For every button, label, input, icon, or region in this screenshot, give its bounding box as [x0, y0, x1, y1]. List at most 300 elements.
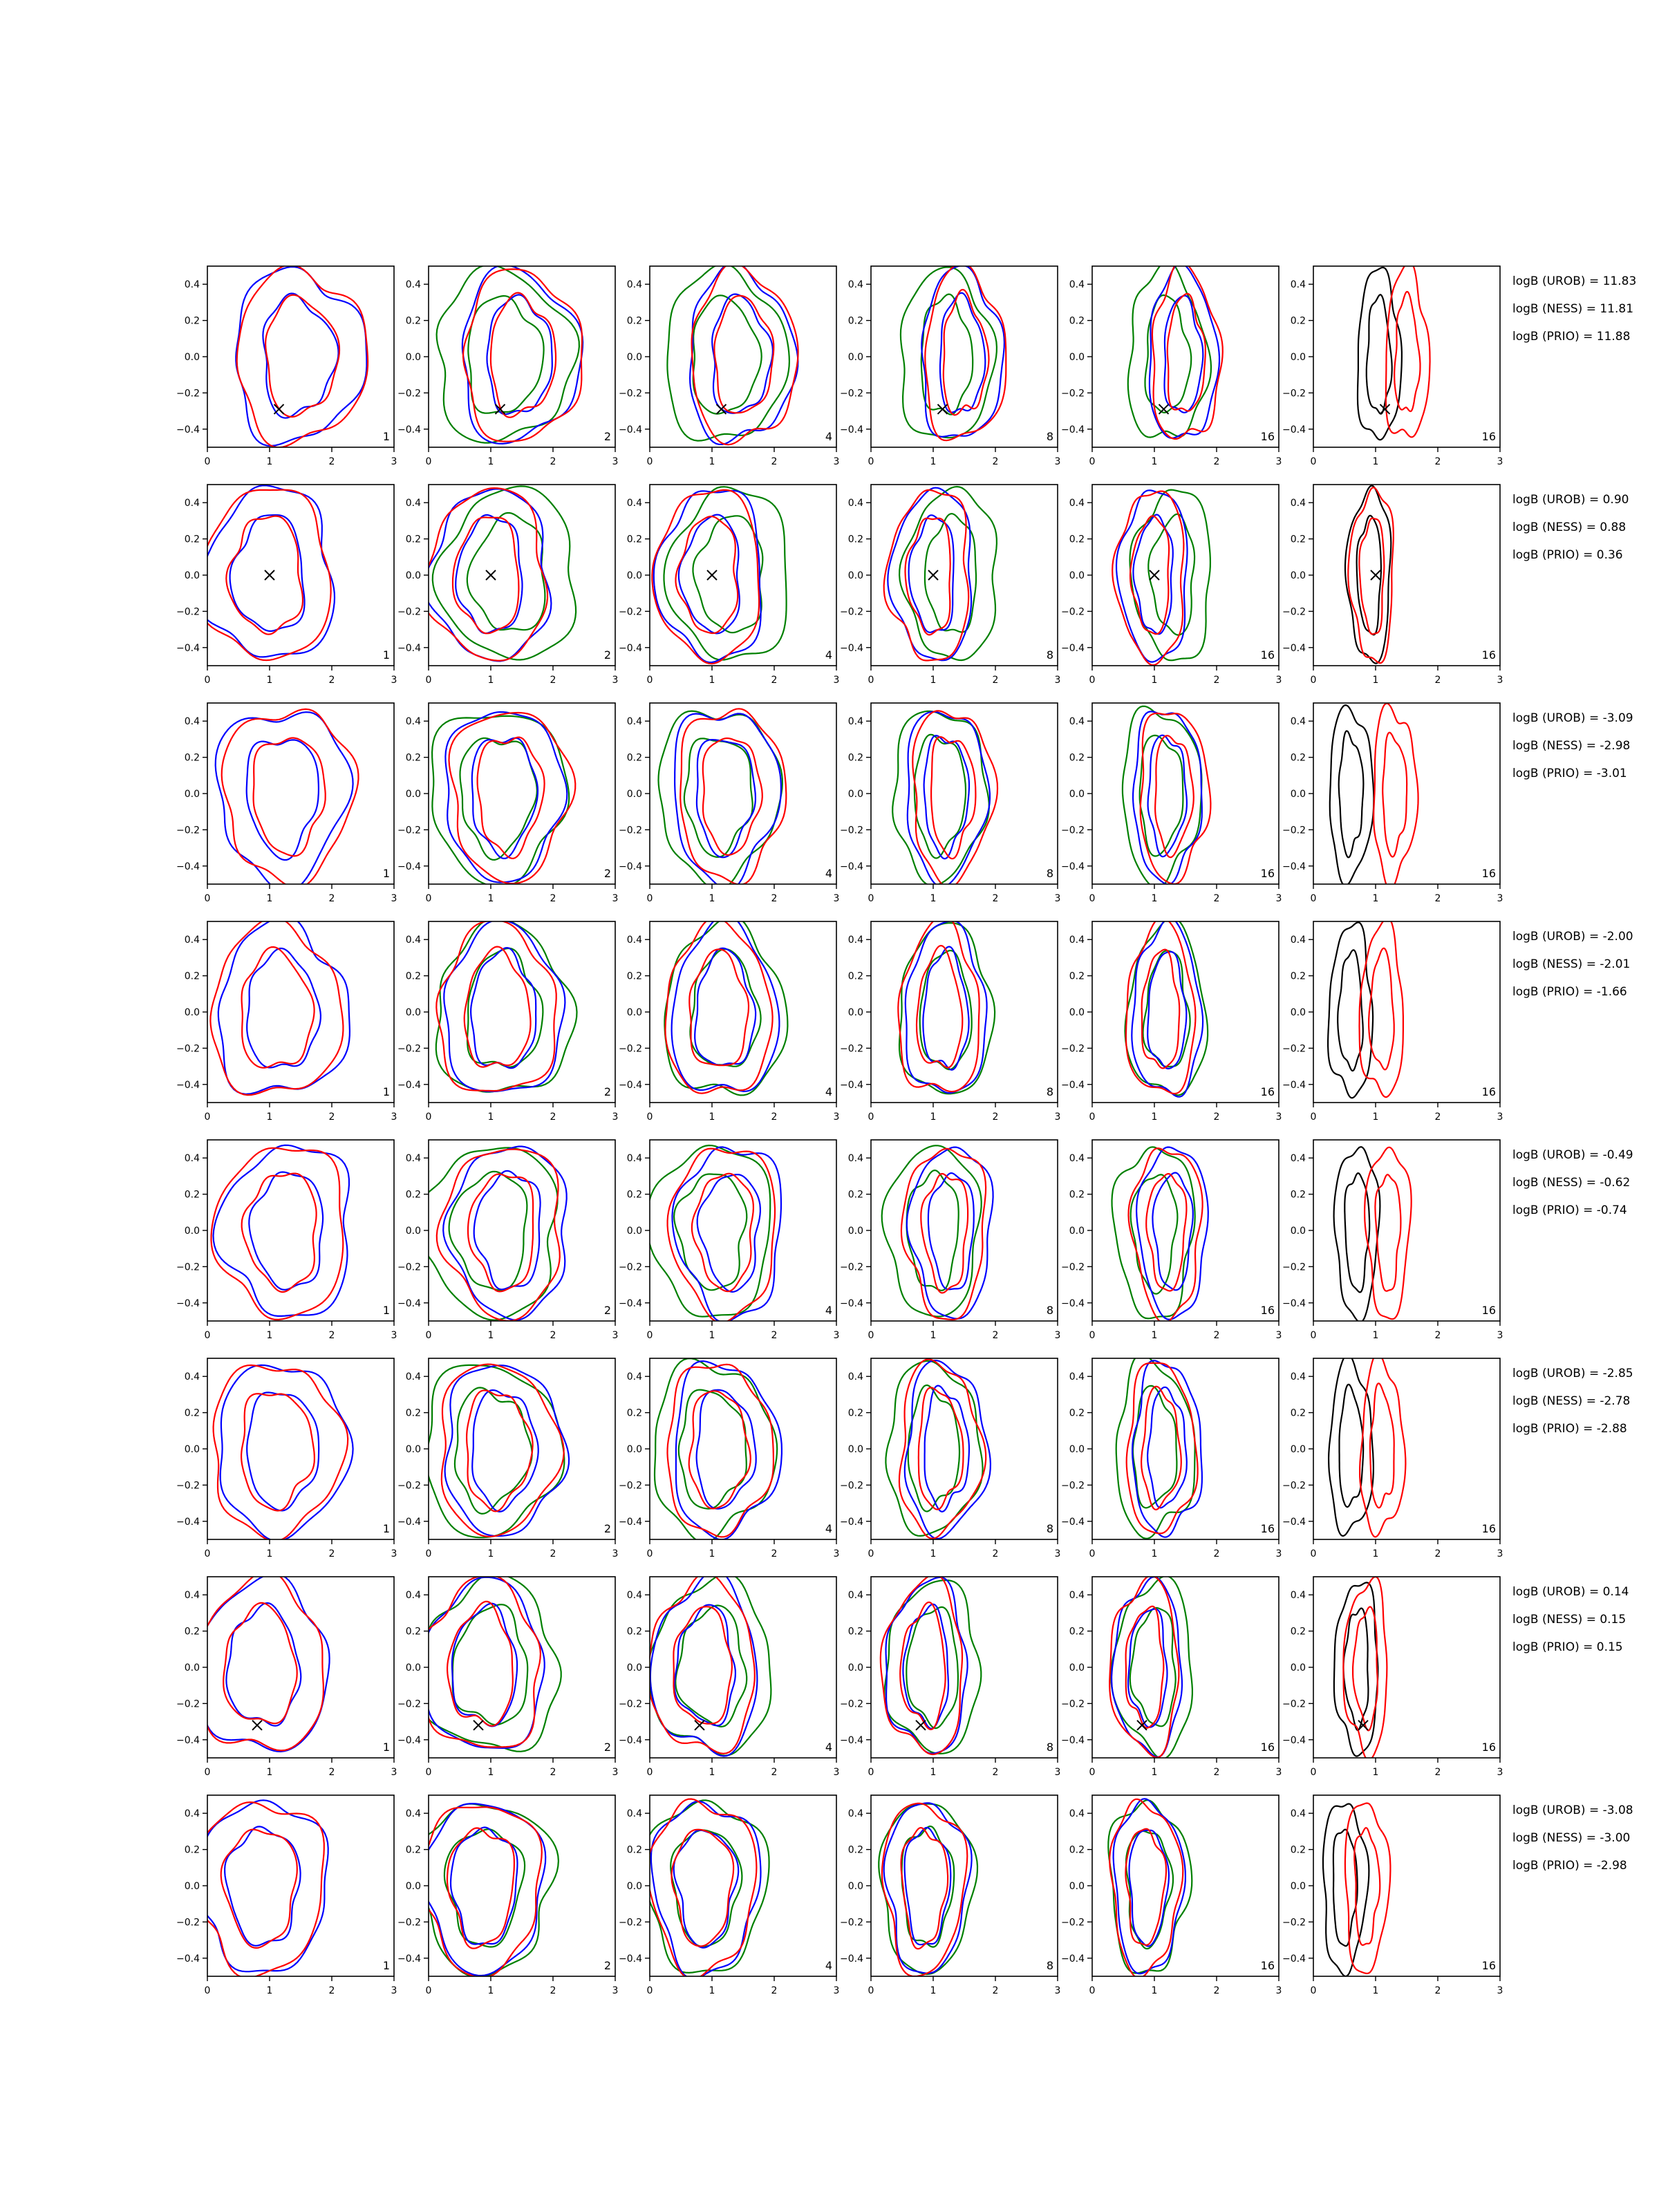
y-tick-label: 0.4 [1290, 279, 1306, 291]
green-contour-inner [684, 738, 753, 857]
x-tick-label: 3 [1497, 893, 1503, 904]
y-tick-label: 0.4 [1290, 716, 1306, 728]
y-tick-label: 0.0 [184, 789, 200, 800]
x-tick-label: 0 [1310, 1985, 1317, 1996]
panel-r3-c1 [176, 703, 397, 904]
contours [418, 1573, 561, 1752]
x-tick-label: 0 [868, 456, 874, 467]
panel-number-label: 1 [382, 1522, 390, 1535]
y-tick-label: 0.4 [184, 935, 200, 946]
x-tick-label: 2 [328, 1548, 335, 1559]
x-tick-label: 0 [425, 1985, 432, 1996]
y-tick-label: −0.4 [1061, 1079, 1085, 1091]
y-tick-label: 0.2 [626, 1407, 642, 1419]
x-tick-label: 3 [1275, 1112, 1282, 1123]
logb-annotation: logB (NESS) = -2.98 [1512, 739, 1631, 753]
y-tick-label: 0.0 [1069, 570, 1085, 581]
x-tick-label: 1 [1372, 1767, 1379, 1778]
blue-contour-outer [214, 1145, 350, 1316]
y-tick-label: 0.2 [405, 1626, 421, 1638]
y-tick-label: 0.2 [184, 1189, 200, 1201]
red-contour-inner [1354, 1828, 1380, 1945]
logb-annotation: logB (NESS) = -0.62 [1512, 1176, 1631, 1190]
panel-r4-c6 [1282, 918, 1503, 1123]
x-tick-label: 0 [1310, 893, 1317, 904]
x-tick-label: 3 [1275, 1985, 1282, 1996]
panel-number-label: 8 [1046, 1085, 1053, 1098]
panel-r8-c3 [619, 1795, 839, 1996]
blue-contour-outer [675, 713, 781, 890]
y-tick-label: −0.2 [840, 388, 863, 400]
x-tick-label: 3 [612, 1767, 619, 1778]
true-value-marker [474, 1721, 483, 1730]
logb-annotation: logB (UROB) = -3.08 [1512, 1803, 1633, 1817]
y-tick-label: −0.4 [1282, 1516, 1306, 1528]
x-tick-label: 2 [550, 1548, 556, 1559]
y-tick-label: 0.0 [626, 1662, 642, 1674]
y-tick-label: −0.4 [397, 1516, 421, 1528]
y-tick-label: 0.4 [405, 498, 421, 509]
blue-contour-outer [921, 265, 1004, 437]
y-tick-label: 0.0 [626, 352, 642, 363]
x-tick-label: 1 [709, 1548, 715, 1559]
y-tick-label: −0.2 [1282, 1043, 1306, 1055]
green-contour-inner [1130, 1608, 1176, 1726]
panel-number-label: 1 [382, 1085, 390, 1098]
y-tick-label: 0.2 [184, 315, 200, 327]
y-tick-label: 0.4 [626, 1371, 642, 1383]
y-tick-label: 0.4 [626, 498, 642, 509]
y-tick-label: 0.4 [847, 1371, 863, 1383]
y-tick-label: 0.4 [626, 1808, 642, 1820]
x-tick-label: 3 [1054, 675, 1061, 686]
axes-frame [207, 1358, 394, 1539]
logb-annotation: logB (UROB) = -2.85 [1512, 1367, 1633, 1380]
x-tick-label: 2 [1434, 1985, 1441, 1996]
y-tick-label: 0.2 [184, 534, 200, 545]
y-tick-label: −0.2 [1061, 606, 1085, 618]
y-tick-label: 0.2 [626, 1844, 642, 1856]
panel-r5-c5 [1061, 1140, 1282, 1341]
y-tick-label: −0.4 [397, 861, 421, 872]
x-tick-label: 0 [204, 675, 211, 686]
x-tick-label: 2 [771, 1985, 778, 1996]
panel-number-label: 16 [1481, 1085, 1496, 1098]
red-contour-outer [1365, 1147, 1412, 1320]
y-tick-label: −0.2 [176, 1698, 200, 1710]
y-tick-label: 0.2 [847, 971, 863, 982]
red-contour-inner [673, 1606, 732, 1723]
x-tick-label: 0 [425, 1112, 432, 1123]
blue-contour-outer [1112, 1577, 1182, 1757]
y-tick-label: 0.4 [847, 279, 863, 291]
y-tick-label: −0.4 [1061, 861, 1085, 872]
y-tick-label: −0.4 [1061, 642, 1085, 654]
true-value-marker [1358, 1721, 1368, 1730]
contours [1323, 1803, 1390, 1977]
y-tick-label: 0.2 [847, 1626, 863, 1638]
y-tick-label: 0.0 [1290, 1881, 1306, 1892]
contours [432, 712, 575, 887]
y-tick-label: 0.4 [184, 1153, 200, 1165]
y-tick-label: 0.2 [847, 752, 863, 764]
x-tick-label: 3 [391, 675, 397, 686]
y-tick-label: 0.0 [405, 352, 421, 363]
y-tick-label: 0.2 [847, 1407, 863, 1419]
green-contour-inner [1126, 1831, 1173, 1949]
y-tick-label: −0.4 [1282, 642, 1306, 654]
red-contour-inner [1168, 294, 1206, 411]
axes-frame [1313, 1577, 1500, 1758]
axes-frame [429, 1140, 615, 1321]
contours [413, 1147, 567, 1321]
panel-r2-c4 [840, 485, 1060, 686]
x-tick-label: 3 [391, 1767, 397, 1778]
x-tick-label: 1 [1372, 1112, 1379, 1123]
y-tick-label: 0.0 [626, 1007, 642, 1018]
y-tick-label: 0.2 [1290, 971, 1306, 982]
red-contour-outer [222, 709, 359, 888]
y-tick-label: 0.0 [1069, 1881, 1085, 1892]
red-contour-inner [1146, 1174, 1186, 1291]
y-tick-label: 0.2 [184, 752, 200, 764]
y-tick-label: −0.2 [619, 1043, 642, 1055]
red-contour-inner [465, 947, 531, 1067]
green-contour-outer [648, 1573, 771, 1755]
panel-number-label: 2 [603, 1959, 611, 1972]
axes-frame [1092, 921, 1279, 1103]
red-contour-inner [1155, 735, 1194, 857]
x-tick-label: 2 [550, 1767, 556, 1778]
y-tick-label: −0.4 [176, 1079, 200, 1091]
contours [885, 1359, 991, 1539]
panel-r2-c3 [619, 485, 839, 686]
x-tick-label: 0 [646, 1548, 653, 1559]
contours [1112, 490, 1210, 666]
logb-annotation: logB (UROB) = -0.49 [1512, 1148, 1633, 1162]
y-tick-label: −0.4 [176, 642, 200, 654]
panel-number-label: 2 [603, 1085, 611, 1098]
y-tick-label: −0.2 [1282, 1917, 1306, 1929]
y-tick-label: −0.2 [840, 1043, 863, 1055]
red-contour-outer [652, 490, 759, 664]
x-tick-label: 0 [204, 1767, 211, 1778]
y-tick-label: 0.2 [1069, 752, 1085, 764]
x-tick-label: 0 [425, 1330, 432, 1341]
x-tick-label: 1 [1372, 456, 1379, 467]
x-tick-label: 3 [1054, 1330, 1061, 1341]
panel-r5-c4 [840, 1140, 1060, 1341]
y-tick-label: 0.2 [1069, 971, 1085, 982]
logb-annotation: logB (UROB) = -2.00 [1512, 930, 1633, 944]
y-tick-label: 0.0 [1290, 1662, 1306, 1674]
contours [1128, 261, 1223, 439]
axes-frame [1092, 1577, 1279, 1758]
red-contour-inner [1394, 292, 1420, 411]
x-tick-label: 0 [1089, 675, 1096, 686]
x-tick-label: 0 [1089, 1548, 1096, 1559]
x-tick-label: 2 [1213, 1330, 1220, 1341]
y-tick-label: 0.0 [847, 1007, 863, 1018]
panel-number-label: 1 [382, 867, 390, 880]
y-tick-label: 0.0 [184, 1007, 200, 1018]
x-tick-label: 2 [550, 1985, 556, 1996]
y-tick-label: −0.4 [1282, 1734, 1306, 1746]
x-tick-label: 2 [1213, 893, 1220, 904]
contours [212, 1145, 350, 1320]
panel-r3-c3 [619, 703, 839, 904]
green-contour-inner [915, 735, 966, 859]
black-contour-outer [1330, 705, 1374, 885]
blue-contour-inner [472, 738, 538, 859]
panel-number-label: 2 [603, 648, 611, 662]
panel-number-label: 8 [1046, 1522, 1053, 1535]
x-tick-label: 3 [833, 1112, 840, 1123]
x-tick-label: 1 [1372, 1330, 1379, 1341]
y-tick-label: 0.4 [1069, 1371, 1085, 1383]
x-tick-label: 0 [868, 893, 874, 904]
red-contour-inner [221, 1830, 297, 1948]
contours [1109, 1576, 1192, 1759]
blue-contour-outer [198, 1573, 329, 1752]
panel-r1-c4 [840, 263, 1060, 467]
panel-number-label: 16 [1260, 1959, 1275, 1972]
panel-number-label: 4 [825, 1085, 832, 1098]
blue-contour-inner [1147, 1387, 1187, 1508]
y-tick-label: 0.4 [626, 279, 642, 291]
y-tick-label: 0.0 [626, 1226, 642, 1237]
y-tick-label: 0.0 [405, 1226, 421, 1237]
x-tick-label: 0 [425, 1767, 432, 1778]
x-tick-label: 2 [1434, 675, 1441, 686]
true-value-marker [265, 570, 274, 580]
true-value-marker [916, 1721, 926, 1730]
x-tick-label: 1 [266, 1985, 273, 1996]
x-tick-label: 1 [487, 675, 494, 686]
x-tick-label: 3 [1054, 1767, 1061, 1778]
x-tick-label: 2 [1213, 1767, 1220, 1778]
red-contour-outer [192, 1571, 324, 1750]
panel-r7-c4 [840, 1575, 1060, 1779]
x-tick-label: 2 [550, 456, 556, 467]
y-tick-label: 0.0 [184, 1226, 200, 1237]
y-tick-label: 0.0 [1290, 1226, 1306, 1237]
panel-r4-c1 [176, 916, 397, 1123]
green-contour-outer [664, 916, 787, 1096]
true-value-marker [486, 570, 496, 580]
x-tick-label: 3 [1497, 1767, 1503, 1778]
green-contour-inner [455, 1387, 532, 1513]
x-tick-label: 1 [266, 893, 273, 904]
contours [892, 711, 997, 888]
x-tick-label: 0 [868, 675, 874, 686]
x-tick-label: 3 [833, 1767, 840, 1778]
red-contour-outer [666, 917, 773, 1094]
y-tick-label: 0.0 [626, 1444, 642, 1455]
green-contour-outer [437, 265, 579, 442]
x-tick-label: 3 [1054, 893, 1061, 904]
y-tick-label: 0.4 [1290, 1153, 1306, 1165]
x-tick-label: 3 [391, 1985, 397, 1996]
y-tick-label: 0.2 [184, 1407, 200, 1419]
y-tick-label: −0.2 [397, 1480, 421, 1492]
x-tick-label: 3 [612, 1112, 619, 1123]
y-tick-label: −0.2 [1061, 1917, 1085, 1929]
contours [1334, 1147, 1412, 1322]
y-tick-label: −0.4 [619, 1953, 642, 1965]
blue-contour-inner [697, 1390, 756, 1509]
panel-number-label: 16 [1260, 430, 1275, 443]
panel-r5-c1 [176, 1140, 397, 1341]
contours [236, 265, 368, 447]
x-tick-label: 0 [425, 456, 432, 467]
y-tick-label: 0.4 [1069, 279, 1085, 291]
panel-number-label: 8 [1046, 648, 1053, 662]
y-tick-label: 0.2 [1290, 1844, 1306, 1856]
y-tick-label: 0.0 [847, 570, 863, 581]
x-tick-label: 2 [328, 1767, 335, 1778]
x-tick-label: 1 [1151, 893, 1158, 904]
x-tick-label: 1 [1372, 1985, 1379, 1996]
red-contour-inner [491, 293, 556, 418]
panel-number-label: 16 [1481, 1741, 1496, 1754]
y-tick-label: 0.4 [626, 1153, 642, 1165]
panel-r6-c2 [397, 1358, 618, 1559]
x-tick-label: 0 [868, 1767, 874, 1778]
panel-r4-c3 [619, 915, 839, 1123]
contours [1112, 1147, 1208, 1323]
y-tick-label: 0.0 [184, 1881, 200, 1892]
x-tick-label: 1 [1151, 456, 1158, 467]
x-tick-label: 1 [930, 893, 937, 904]
red-contour-inner [242, 1174, 317, 1293]
green-contour-outer [899, 487, 997, 660]
logb-annotation: logB (PRIO) = -2.98 [1512, 1859, 1627, 1873]
y-tick-label: 0.4 [1069, 935, 1085, 946]
y-tick-label: 0.0 [1290, 570, 1306, 581]
logb-annotation: logB (UROB) = -3.09 [1512, 711, 1633, 725]
y-tick-label: −0.4 [1061, 1953, 1085, 1965]
panel-number-label: 16 [1481, 1522, 1496, 1535]
panel-number-label: 1 [382, 1304, 390, 1317]
y-tick-label: −0.4 [840, 1079, 863, 1091]
logb-annotation: logB (NESS) = -3.00 [1512, 1831, 1631, 1845]
y-tick-label: −0.2 [1282, 1698, 1306, 1710]
x-tick-label: 1 [266, 1548, 273, 1559]
x-tick-label: 3 [1275, 1330, 1282, 1341]
x-tick-label: 0 [204, 893, 211, 904]
logb-annotation: logB (PRIO) = 11.88 [1512, 330, 1631, 344]
y-tick-label: 0.2 [1290, 752, 1306, 764]
panel-number-label: 8 [1046, 1304, 1053, 1317]
x-tick-label: 1 [487, 893, 494, 904]
x-tick-label: 0 [868, 1112, 874, 1123]
red-contour-outer [1386, 261, 1430, 437]
y-tick-label: −0.4 [1061, 1297, 1085, 1309]
y-tick-label: 0.2 [405, 1844, 421, 1856]
x-tick-label: 0 [425, 1548, 432, 1559]
panel-r1-c6 [1282, 261, 1503, 467]
green-contour-inner [690, 949, 760, 1067]
y-tick-label: −0.2 [176, 1480, 200, 1492]
logb-annotation: logB (NESS) = 0.15 [1512, 1613, 1627, 1627]
green-contour-inner [906, 1607, 958, 1728]
x-tick-label: 1 [709, 1985, 715, 1996]
y-tick-label: 0.2 [626, 315, 642, 327]
panel-number-label: 4 [825, 430, 832, 443]
blue-contour-outer [654, 491, 761, 662]
y-tick-label: −0.2 [619, 388, 642, 400]
blue-contour-outer [445, 712, 567, 883]
green-contour-inner [679, 1390, 747, 1509]
y-tick-label: −0.2 [619, 1698, 642, 1710]
y-tick-label: −0.4 [1061, 424, 1085, 435]
x-tick-label: 0 [1089, 1767, 1096, 1778]
y-tick-label: 0.0 [1069, 1662, 1085, 1674]
x-tick-label: 0 [1310, 1112, 1317, 1123]
red-contour-outer [1374, 704, 1418, 890]
y-tick-label: −0.4 [619, 861, 642, 872]
blue-contour-outer [221, 1365, 353, 1541]
y-tick-label: 0.0 [405, 570, 421, 581]
y-tick-label: 0.0 [847, 1881, 863, 1892]
logb-annotation: logB (PRIO) = -3.01 [1512, 767, 1627, 780]
panel-r7-c5 [1061, 1576, 1282, 1779]
x-tick-label: 3 [391, 1548, 397, 1559]
x-tick-label: 3 [1275, 456, 1282, 467]
panel-r2-c2 [397, 485, 618, 686]
panel-number-label: 8 [1046, 1741, 1053, 1754]
contours [1345, 486, 1394, 664]
blue-contour-inner [247, 1392, 319, 1510]
y-tick-label: −0.2 [397, 1262, 421, 1273]
y-tick-label: −0.4 [397, 1079, 421, 1091]
x-tick-label: 1 [709, 1767, 715, 1778]
contours [879, 1803, 977, 1976]
y-tick-label: −0.2 [1282, 388, 1306, 400]
y-tick-label: −0.2 [840, 1262, 863, 1273]
contours [655, 1358, 782, 1543]
y-tick-label: 0.2 [626, 1189, 642, 1201]
x-tick-label: 1 [930, 1767, 937, 1778]
y-tick-label: −0.4 [1061, 1516, 1085, 1528]
contours [427, 1365, 570, 1538]
true-value-marker [1371, 570, 1380, 580]
x-tick-label: 1 [1151, 1548, 1158, 1559]
blue-contour-inner [247, 948, 321, 1067]
red-contour-outer [237, 265, 368, 447]
y-tick-label: −0.4 [176, 1516, 200, 1528]
y-tick-label: 0.4 [847, 1808, 863, 1820]
y-tick-label: −0.4 [176, 1297, 200, 1309]
y-tick-label: 0.0 [405, 1662, 421, 1674]
panel-r5-c2 [397, 1140, 618, 1341]
axes-frame [650, 485, 836, 666]
x-tick-label: 1 [266, 1767, 273, 1778]
y-tick-label: −0.2 [1061, 1043, 1085, 1055]
x-tick-label: 2 [771, 1548, 778, 1559]
x-tick-label: 2 [992, 456, 999, 467]
green-contour-inner [467, 513, 545, 630]
x-tick-label: 3 [833, 893, 840, 904]
x-tick-label: 3 [391, 456, 397, 467]
axes-frame [207, 703, 394, 884]
y-tick-label: 0.0 [184, 570, 200, 581]
y-tick-label: 0.0 [184, 352, 200, 363]
x-tick-label: 3 [833, 675, 840, 686]
y-tick-label: 0.0 [405, 1007, 421, 1018]
x-tick-label: 3 [1497, 456, 1503, 467]
